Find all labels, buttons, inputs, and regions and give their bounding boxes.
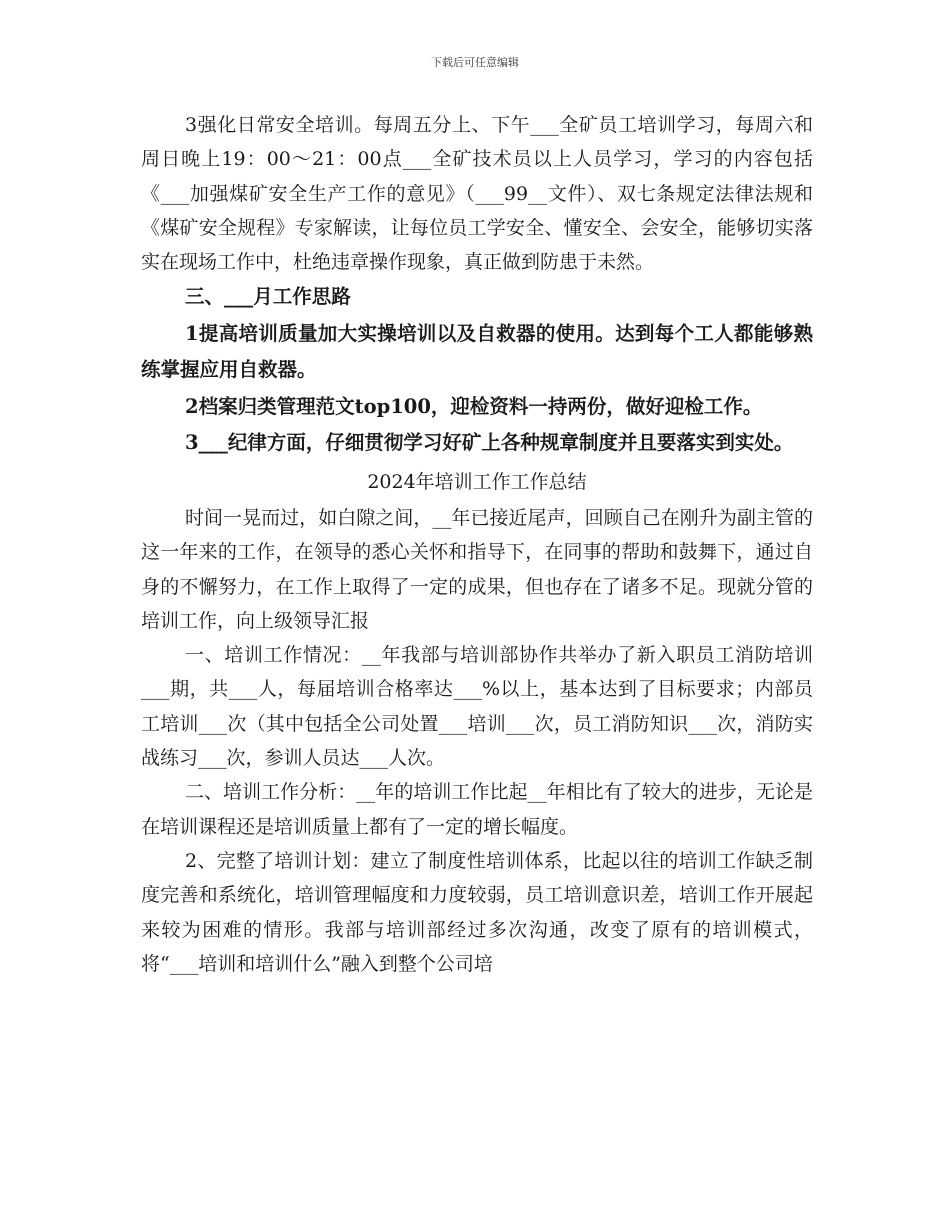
paragraph-training-status: 一、培训工作情况：__年我部与培训部协作共举办了新入职员工消防培训___期，共___人，每届培训合格率达___%以上，基本达到了目标要求；内部员工培训___次（其中包括全公司处置___培训___次，员工消防知识___次，消防实战练习___次，参训人员达___人次。 [141,644,813,770]
page-header: 下载后可任意编辑 [431,56,519,69]
plan-item-3: 3___纪律方面，仔细贯彻学习好矿上各种规章制度并且要落实到实处。 [185,431,794,455]
plan-item-1: 1提高培训质量加大实操培训以及自救器的使用。达到每个工人都能够熟练掌握应用自救器。 [141,321,813,382]
paragraph-training-analysis: 二、培训工作分析：__年的培训工作比起__年相比有了较大的进步，无论是在培训课程还是培训质量上都有了一定的增长幅度。 [141,781,813,838]
plan-item-2: 2档案归类管理范文top100，迎检资料一持两份，做好迎检工作。 [185,394,763,418]
paragraph-intro: 时间一晃而过，如白隙之间，__年已接近尾声，回顾自己在刚升为副主管的这一年来的工作，在领导的悉心关怀和指导下，在同事的帮助和鼓舞下，通过自身的不懈努力，在工作上取得了一定的成果，但也存在了诸多不足。现就分管的培训工作，向上级领导汇报 [141,506,813,632]
section-heading-work-plan: 三、___月工作思路 [185,285,351,309]
document-body [141,108,813,981]
paragraph-training-plan: 2、完整了培训计划：建立了制度性培训体系，比起以往的培训工作缺乏制度完善和系统化，培训管理幅度和力度较弱，员工培训意识差，培训工作开展起来较为困难的情形。我部与培训部经过多次沟通，改变了原有的培训模式，将“___培训和培训什么”融入到整个公司培 [141,849,813,975]
paragraph-safety-training: 3强化日常安全培训。每周五分上、下午___全矿员工培训学习，每周六和周日晚上19：00～21：00点___全矿技术员以上人员学习，学习的内容包括《___加强煤矿安全生产工作的意见》（___99__文件）、双七条规定法律法规和《煤矿安全规程》专家解读，让每位员工学安全、懂安全、会安全，能够切实落实在现场工作中，杜绝违章操作现象，真正做到防患于未然。 [141,114,813,274]
document-title: 2024年培训工作工作总结 [367,470,587,493]
